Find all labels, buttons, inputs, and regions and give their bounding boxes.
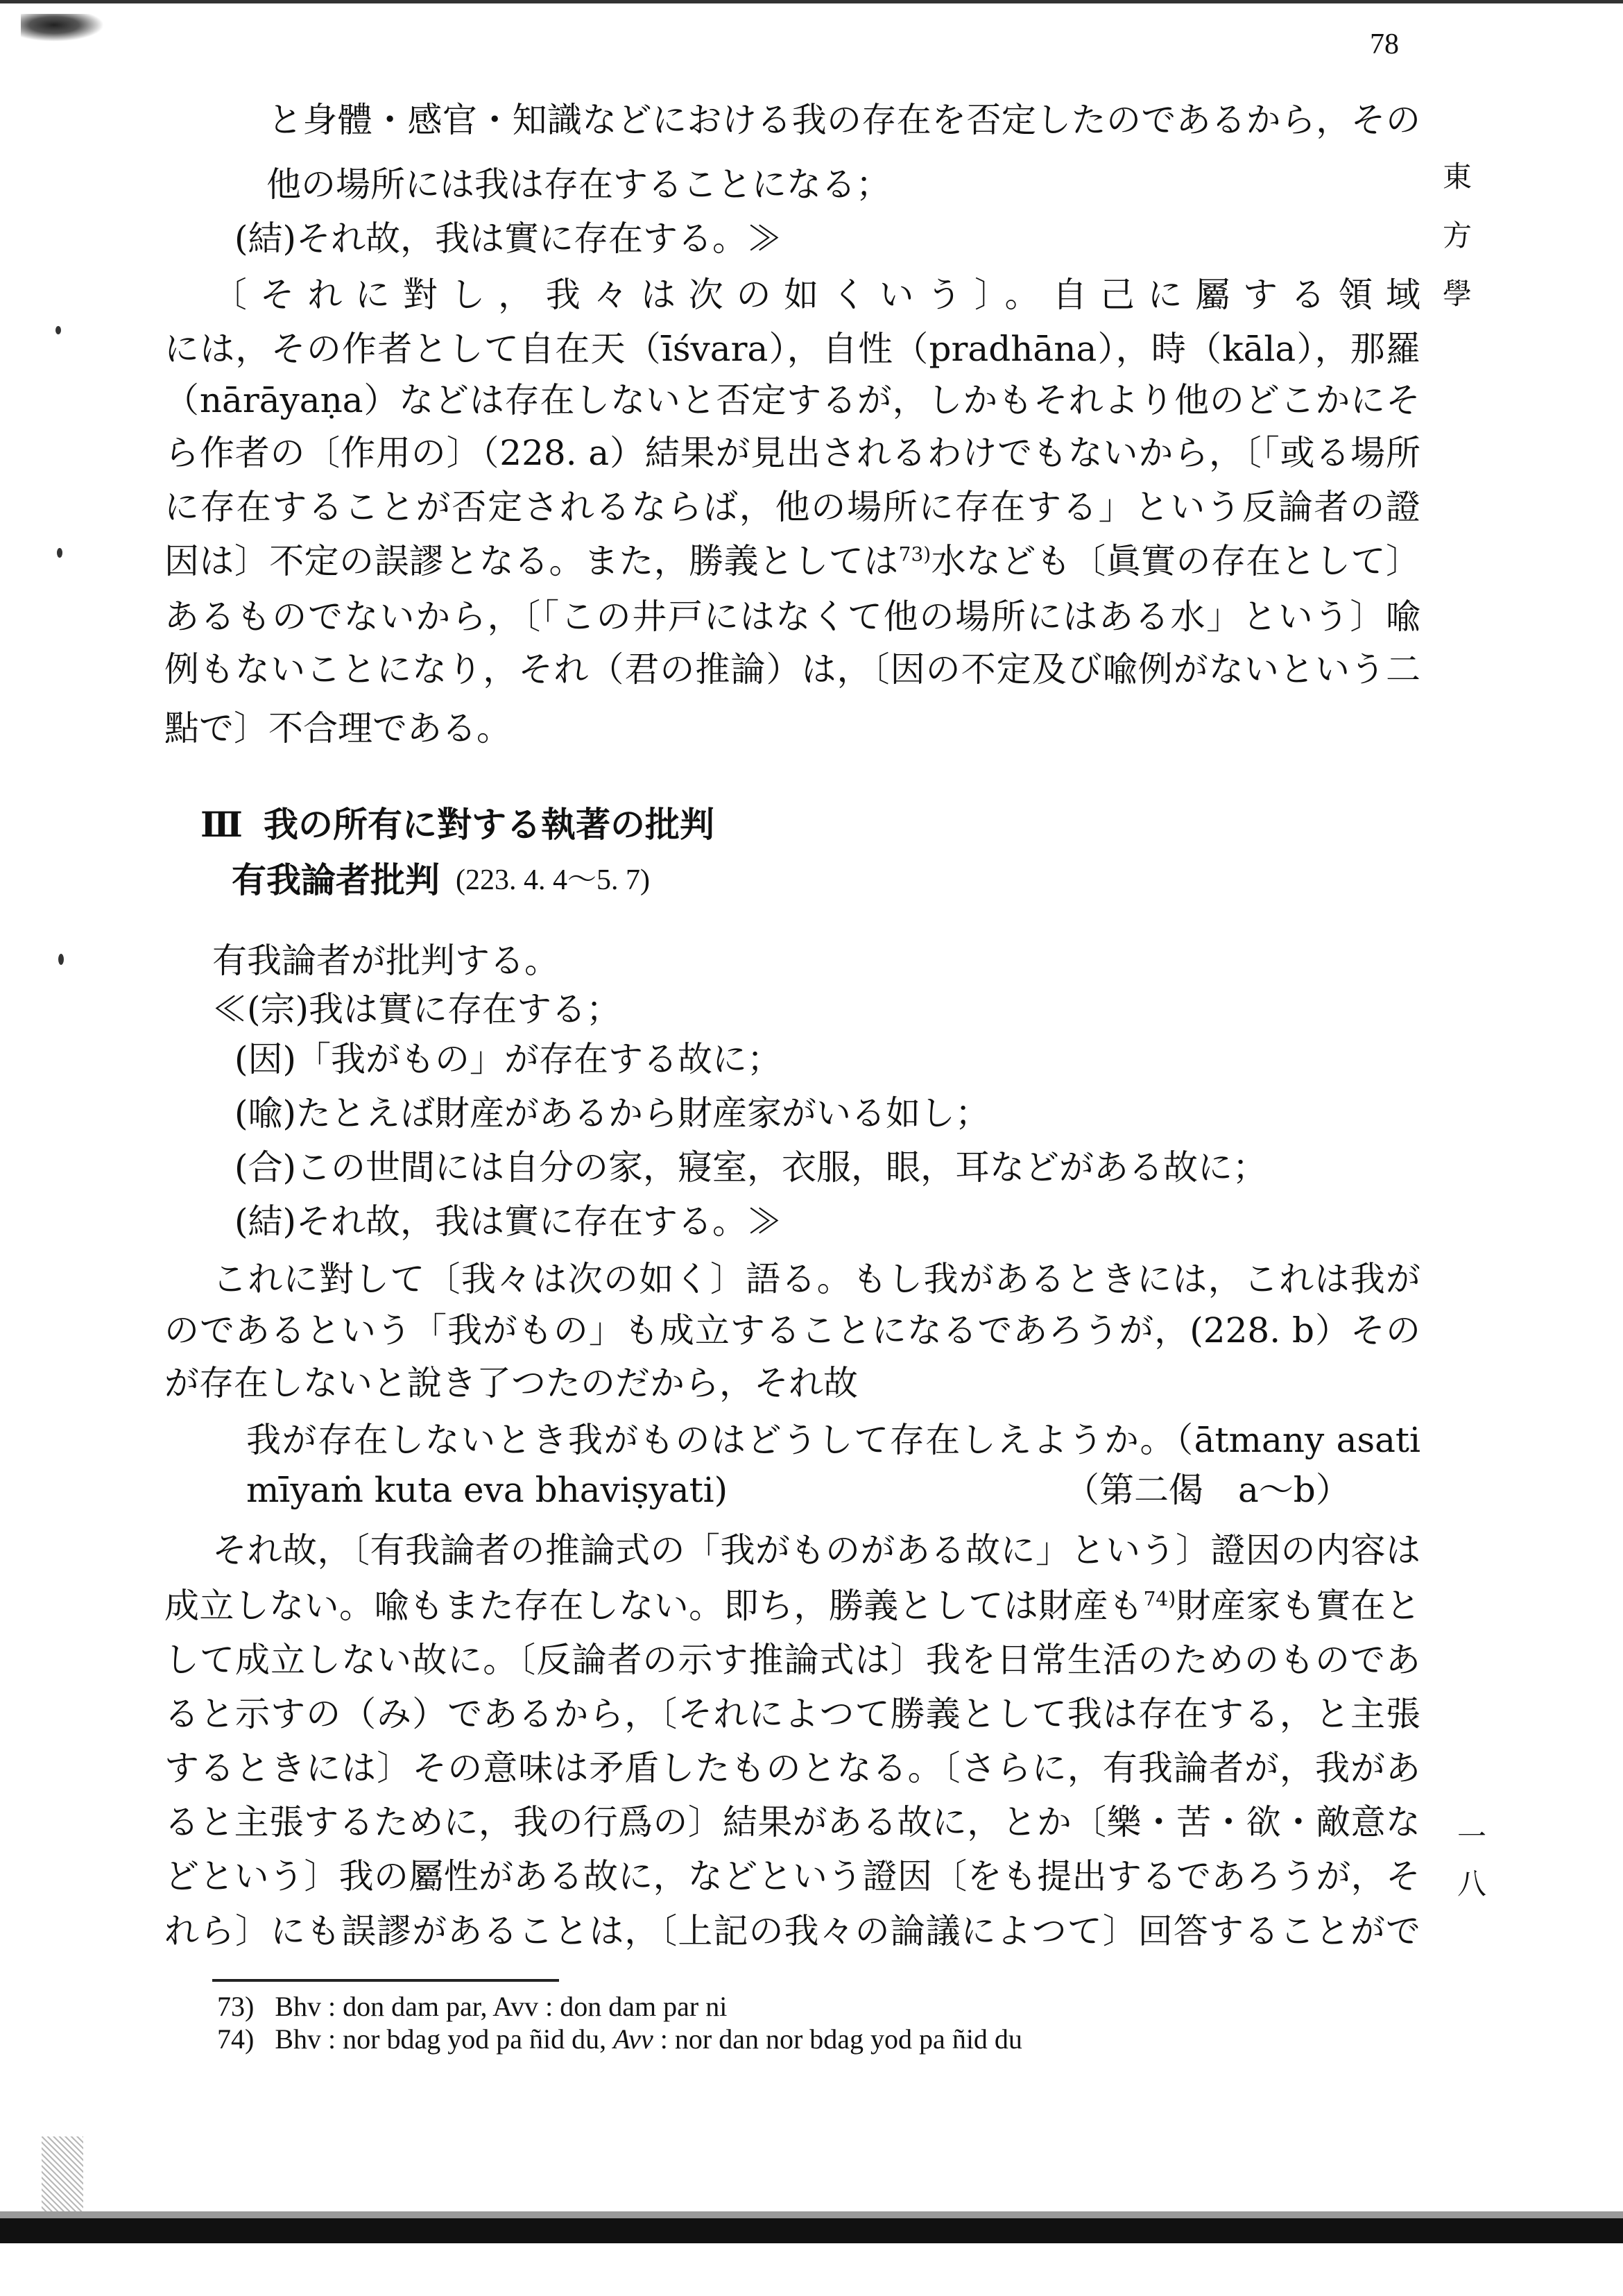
margin-heading-char: 方 [1442,219,1472,252]
text-segment: 成立しない。喩もまた存在しない。即ち，勝義としては財産も [164,1586,1144,1626]
margin-heading-char: 八 [1457,1867,1486,1901]
text-segment: 財産家も實在と [1176,1586,1420,1626]
verse-line: mīyaṁ kuta eva bhaviṣyati) [246,1470,728,1510]
section-numeral: Ⅲ [200,804,243,845]
footnote-74 [217,2022,1022,2057]
scan-grain [42,2136,83,2220]
footnote-italic: Avv [613,2023,653,2055]
scan-top-edge [0,0,1623,3]
text-line [164,1584,1420,1628]
text-line: 他の場所には我は存在することになる； [266,164,891,205]
margin-heading-char: 學 [1442,277,1472,311]
text-line: どという〕我の屬性がある故に，などという證因〔をも提出するであろうが，そ [164,1856,1420,1896]
text-line: ると主張するために，我の行爲の〕結果がある故に，とか〔樂・苦・欲・敵意な [164,1802,1420,1842]
text-segment: 水なども〔眞實の存在として〕 [931,541,1420,581]
text-line: のであるという「我がもの」も成立することになるであろうが，(228. b）その [164,1310,1420,1351]
text-line: ≪(宗)我は實に存在する； [212,989,621,1029]
margin-heading-char: 東 [1442,160,1472,194]
text-line: 〔それに對し，我々は次の如くいう〕。自己に屬する領域 [212,275,1420,315]
text-line: には，その作者として自在天（īśvara），自性（pradhāna），時（kāla），那羅 [164,329,1420,369]
scan-speck [57,548,62,558]
text-line: ると示すの（み）であるから，〔それによつて勝義として我は存在する，と主張 [164,1694,1420,1734]
text-line: に存在することが否定されるならば，他の場所に存在する」という反論者の證 [164,487,1420,527]
scan-bottom-shadow [0,2211,1623,2218]
text-line: と身體・感官・知識などにおける我の存在を否定したのであるから，その [268,100,1420,140]
scan-speck [55,326,61,334]
page-number: 78 [1370,28,1399,60]
text-line [164,539,1420,583]
text-line: が存在しないと說き了つたのだから，それ故 [164,1363,858,1403]
text-line: 點で〕不合理である。 [164,708,511,748]
text-line: (因)「我がもの」が存在する故に； [234,1039,782,1079]
text-line: (合)この世間には自分の家，寢室，衣服，眼，耳などがある故に； [234,1147,1268,1188]
text-line: 有我論者が批判する。 [212,941,559,981]
section-title: 我の所有に對する執著の批判 [264,804,714,845]
text-segment: 因は〕不定の誤謬となる。また，勝義としては [164,541,899,581]
footnote-separator [212,1979,559,1982]
scan-smudge [21,14,104,42]
margin-heading-char: 一 [1457,1819,1486,1853]
text-line: して成立しない故に。〔反論者の示す推論式は〕我を日常生活のためのものであ [164,1640,1420,1680]
text-line: あるものでないから，〔「この井戸にはなくて他の場所にはある水」という〕喩 [164,597,1420,637]
subsection-title: 有我論者批判 [232,859,440,900]
footnote-number: 73) [217,1991,255,2022]
footnote-text: Bhv : don dam par, Avv : don dam par ni [275,1991,728,2022]
footnote-text: : nor dan nor bdag yod pa ñid du [653,2023,1022,2055]
text-line: ら作者の〔作用の〕（228. a）結果が見出されるわけでもないから，〔「或る場所 [164,433,1420,473]
text-line: (喩)たとえば財産があるから財産家がいる如し； [234,1093,990,1133]
text-line: (結)それ故，我は實に存在する。≫ [234,219,782,259]
verse-line: 我が存在しないとき我がものはどうして存在しえようか。（ātmany asati [246,1420,1420,1460]
footnote-number: 74) [217,2023,255,2055]
text-line: するときには〕その意味は矛盾したものとなる。〔さらに，有我論者が，我があ [164,1748,1420,1788]
verse-reference: （第二偈 a〜b） [1065,1470,1350,1510]
scan-speck [58,954,64,965]
footnote-ref[interactable]: 74) [1143,1587,1176,1611]
scan-bottom-edge [0,2218,1623,2243]
footnote-73 [217,1989,727,2024]
footnote-text: Bhv : nor bdag yod pa ñid du, [275,2023,614,2055]
subsection-reference: (223. 4. 4〜5. 7) [456,864,650,896]
text-line: （nārāyaṇa）などは存在しないと否定するが，しかもそれより他のどこかにそ [164,380,1420,420]
footnote-ref[interactable]: 73) [898,542,931,566]
text-line: (結)それ故，我は實に存在する。≫ [234,1201,782,1242]
text-line: れら〕にも誤謬があることは，〔上記の我々の論議によつて〕回答することがで [164,1911,1420,1951]
text-line: 例もないことになり，それ（君の推論）は，〔因の不定及び喩例がないという二 [164,649,1420,689]
text-line: それ故，〔有我論者の推論式の「我がものがある故に」という〕證因の内容は [212,1530,1420,1570]
text-line: これに對して〔我々は次の如く〕語る。もし我があるときには，これは我が [212,1259,1420,1299]
